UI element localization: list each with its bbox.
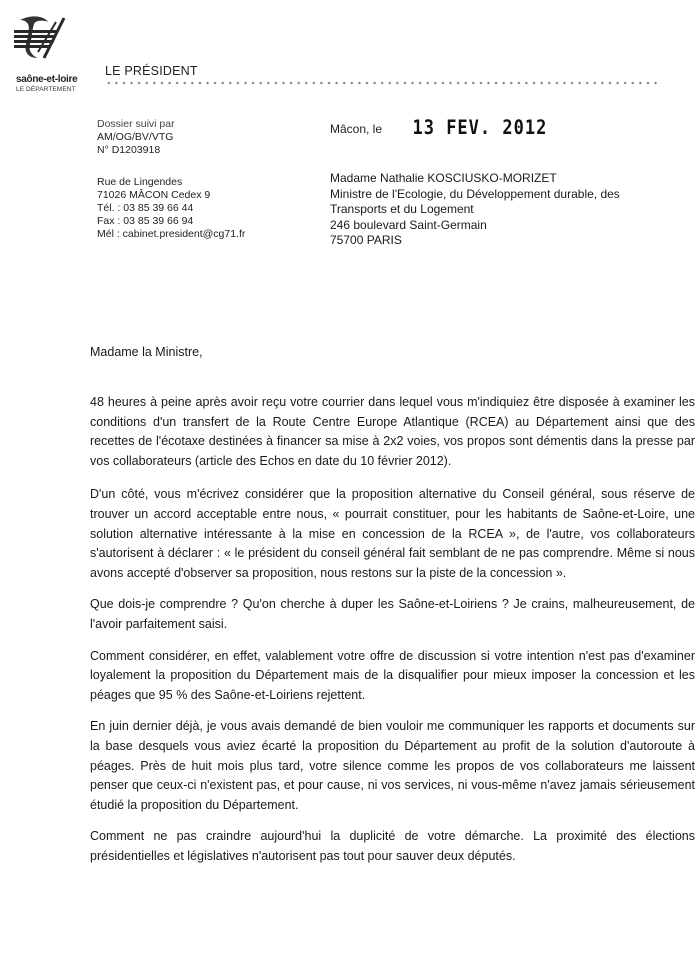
date-label: Mâcon, le bbox=[330, 122, 383, 136]
paragraph: Comment ne pas craindre aujourd'hui la duplicité de votre démarche. La proximité des élections présidentielles et législatives n'autorisent pas tout pour sauver deux députés. bbox=[90, 829, 695, 863]
sender-phone: Tél. : 03 85 39 66 44 bbox=[97, 202, 194, 214]
recipient-street: 246 boulevard Saint-Germain bbox=[330, 217, 487, 232]
date-line bbox=[330, 118, 547, 138]
dotted-divider bbox=[105, 80, 662, 86]
date-stamp: 13 FEV. 2012 bbox=[412, 116, 548, 140]
logo-name: saône-et-loire bbox=[16, 74, 78, 85]
paragraph: En juin dernier déjà, je vous avais demandé de bien vouloir me communiquer les rapports et documents sur la base desquels vous aviez écarté la proposition du Département au profit de la solution d'autoroute à péages. Près de huit mois plus tard, votre silence comme les propos de vos collaborateurs me laissent penser que ceux-ci n'existent pas, et pour cause, ni vos services, ni vous-même n'avez jamais sérieusement étudié la proposition du Département. bbox=[90, 719, 695, 812]
paragraph: Que dois-je comprendre ? Qu'on cherche à duper les Saône-et-Loiriens ? Je crains, malheureusement, de l'avoir parfaitement saisi. bbox=[90, 597, 695, 631]
recipient-city: 75700 PARIS bbox=[330, 233, 402, 247]
reference-number: N° D1203918 bbox=[97, 144, 161, 156]
paragraph: Comment considérer, en effet, valablement votre offre de discussion si votre intention n'est pas d'examiner loyalement la proposition du Département mais de la disqualifier pour mieux imposer la concession et les péages que 95 % des Saône-et-Loiriens rejettent. bbox=[90, 648, 695, 702]
sender-fax: Fax : 03 85 39 66 94 bbox=[97, 215, 194, 227]
dossier-initials: AM/OG/BV/VTG bbox=[97, 131, 174, 143]
sender-city: 71026 MÂCON Cedex 9 bbox=[97, 189, 211, 201]
department-logo bbox=[8, 14, 78, 93]
sender-block bbox=[97, 118, 245, 241]
letter-body bbox=[90, 393, 695, 878]
paragraph: 48 heures à peine après avoir reçu votre courrier dans lequel vous m'indiquiez être disposée à examiner les conditions d'un transfert de la Route Centre Europe Atlantique (RCEA) au Département ainsi que des recettes de l'écotaxe destinées à financer sa mise à 2x2 voies, vos propos sont démentis dans la presse par vos collaborateurs (article des Echos en date du 10 février 2012). bbox=[90, 395, 695, 468]
saone-et-loire-logo-icon bbox=[14, 14, 70, 60]
recipient-block bbox=[330, 171, 620, 249]
salutation: Madame la Ministre, bbox=[90, 345, 203, 359]
sender-street: Rue de Lingendes bbox=[97, 176, 183, 188]
recipient-title-1: Ministre de l'Ecologie, du Développement durable, des bbox=[330, 186, 620, 201]
recipient-title-2: Transports et du Logement bbox=[330, 202, 474, 216]
sender-email: Mél : cabinet.president@cg71.fr bbox=[97, 228, 246, 240]
logo-subtitle: LE DÉPARTEMENT bbox=[16, 86, 76, 93]
recipient-name: Madame Nathalie KOSCIUSKO-MORIZET bbox=[330, 171, 557, 185]
dossier-label: Dossier suivi par bbox=[97, 118, 175, 130]
office-title: LE PRÉSIDENT bbox=[105, 64, 198, 78]
paragraph: D'un côté, vous m'écrivez considérer que la proposition alternative du Conseil général, sous réserve de trouver un accord acceptable entre nous, « pourrait constituer, pour les habitants de Saône-et-Loire, une solution alternative intéressante à la mise en concession de la RCEA », de l'autre, vos collaborateurs s'autorisent à déclarer : « le président du conseil général fait semblant de ne pas comprendre. Même si nous avons accepté d'observer sa proposition, nous restons sur la piste de la concession ». bbox=[90, 487, 695, 580]
